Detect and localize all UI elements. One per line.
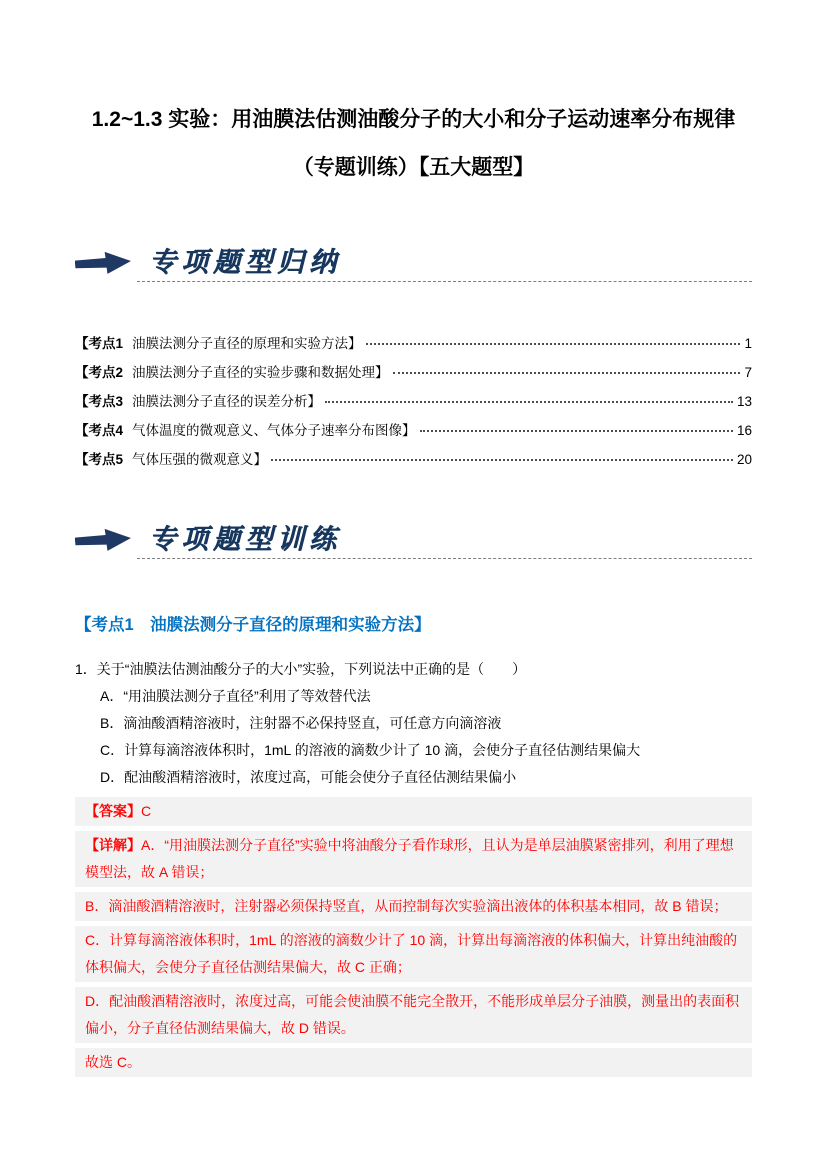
answer-value: C [141, 803, 152, 819]
section-banner-summary [75, 240, 752, 282]
toc-entry-2 [75, 361, 752, 390]
toc-dot-leader [366, 343, 741, 345]
toc-entry-page: 1 [744, 336, 752, 351]
toc-entry-title: 气体温度的微观意义、气体分子速率分布图像】 [132, 423, 416, 438]
toc-dot-leader [271, 459, 733, 461]
toc-entry-tag: 【考点1 [75, 336, 124, 351]
question-1 [75, 656, 752, 791]
document-title-line1: 1.2~1.3 实验：用油膜法估测油酸分子的大小和分子运动速率分布规律 [91, 108, 736, 131]
analysis-paragraph-a [75, 831, 752, 887]
analysis-paragraph-b: B．滴油酸酒精溶液时，注射器必须保持竖直，从而控制每次实验滴出液体的体积基本相同，故 B 错误； [75, 892, 752, 921]
analysis-paragraph-c: C．计算每滴溶液体积时，1mL 的溶液的滴数少计了 10 滴，计算出每滴溶液的体积偏大，计算出纯油酸的体积偏大，会使分子直径估测结果偏大，故 C 正确； [75, 926, 752, 982]
toc-entry-3 [75, 390, 752, 419]
document-title-line2: （专题训练）【五大题型】 [292, 156, 535, 179]
analysis-paragraph-d: D．配油酸酒精溶液时，浓度过高，可能会使油膜不能完全散开，不能形成单层分子油膜，测量出的表面积偏小，分子直径估测结果偏大，故 D 错误。 [75, 987, 752, 1043]
analysis-text: A．“用油膜法测分子直径”实验中将油酸分子看作球形，且认为是单层油膜紧密排列，利用了理想模型法，故 A 错误； [85, 837, 734, 880]
toc-entry-tag: 【考点5 [75, 452, 124, 467]
topic-heading: 【考点1 油膜法测分子直径的原理和实验方法】 [75, 616, 431, 634]
section-banner-practice [75, 517, 752, 559]
toc-entry-page: 7 [744, 365, 752, 380]
answer-line [75, 797, 752, 826]
toc-entry-tag: 【考点4 [75, 423, 124, 438]
question-option-c: C．计算每滴溶液体积时，1mL 的溶液的滴数少计了 10 滴，会使分子直径估测结果偏大 [100, 742, 641, 758]
toc-entry-title: 油膜法测分子直径的实验步骤和数据处理】 [132, 365, 389, 380]
analysis-conclusion: 故选 C。 [75, 1048, 752, 1077]
toc-entry-4 [75, 419, 752, 448]
toc-entry-title: 气体压强的微观意义】 [132, 452, 268, 467]
toc-entry-page: 20 [736, 452, 752, 467]
toc-entry-1 [75, 332, 752, 361]
right-arrow-icon [74, 527, 131, 554]
toc-entry-page: 16 [736, 423, 752, 438]
toc-entry-5 [75, 448, 752, 477]
dash-divider-line [137, 517, 752, 559]
toc-dot-leader [325, 401, 733, 403]
question-option-d: D．配油酸酒精溶液时，浓度过高，可能会使分子直径估测结果偏小 [100, 769, 517, 785]
table-of-contents [75, 332, 752, 477]
right-arrow-icon [74, 250, 131, 277]
dash-divider-line [137, 240, 752, 282]
question-option-a: A．“用油膜法测分子直径”利用了等效替代法 [100, 688, 371, 704]
answer-block [75, 797, 752, 1077]
analysis-label: 【详解】 [85, 837, 141, 853]
question-stem: 1．关于“油膜法估测油酸分子的大小”实验，下列说法中正确的是（ ） [75, 661, 527, 677]
toc-entry-tag: 【考点2 [75, 365, 124, 380]
toc-dot-leader [420, 430, 733, 432]
section-banner-summary-title: 专项题型归纳 [149, 247, 341, 277]
answer-label: 【答案】 [85, 803, 141, 819]
toc-entry-title: 油膜法测分子直径的误差分析】 [132, 394, 322, 409]
toc-entry-title: 油膜法测分子直径的原理和实验方法】 [132, 336, 362, 351]
toc-entry-tag: 【考点3 [75, 394, 124, 409]
question-option-b: B．滴油酸酒精溶液时，注射器不必保持竖直，可任意方向滴溶液 [100, 715, 502, 731]
toc-dot-leader [393, 372, 741, 374]
section-banner-practice-title: 专项题型训练 [149, 524, 341, 554]
toc-entry-page: 13 [736, 394, 752, 409]
